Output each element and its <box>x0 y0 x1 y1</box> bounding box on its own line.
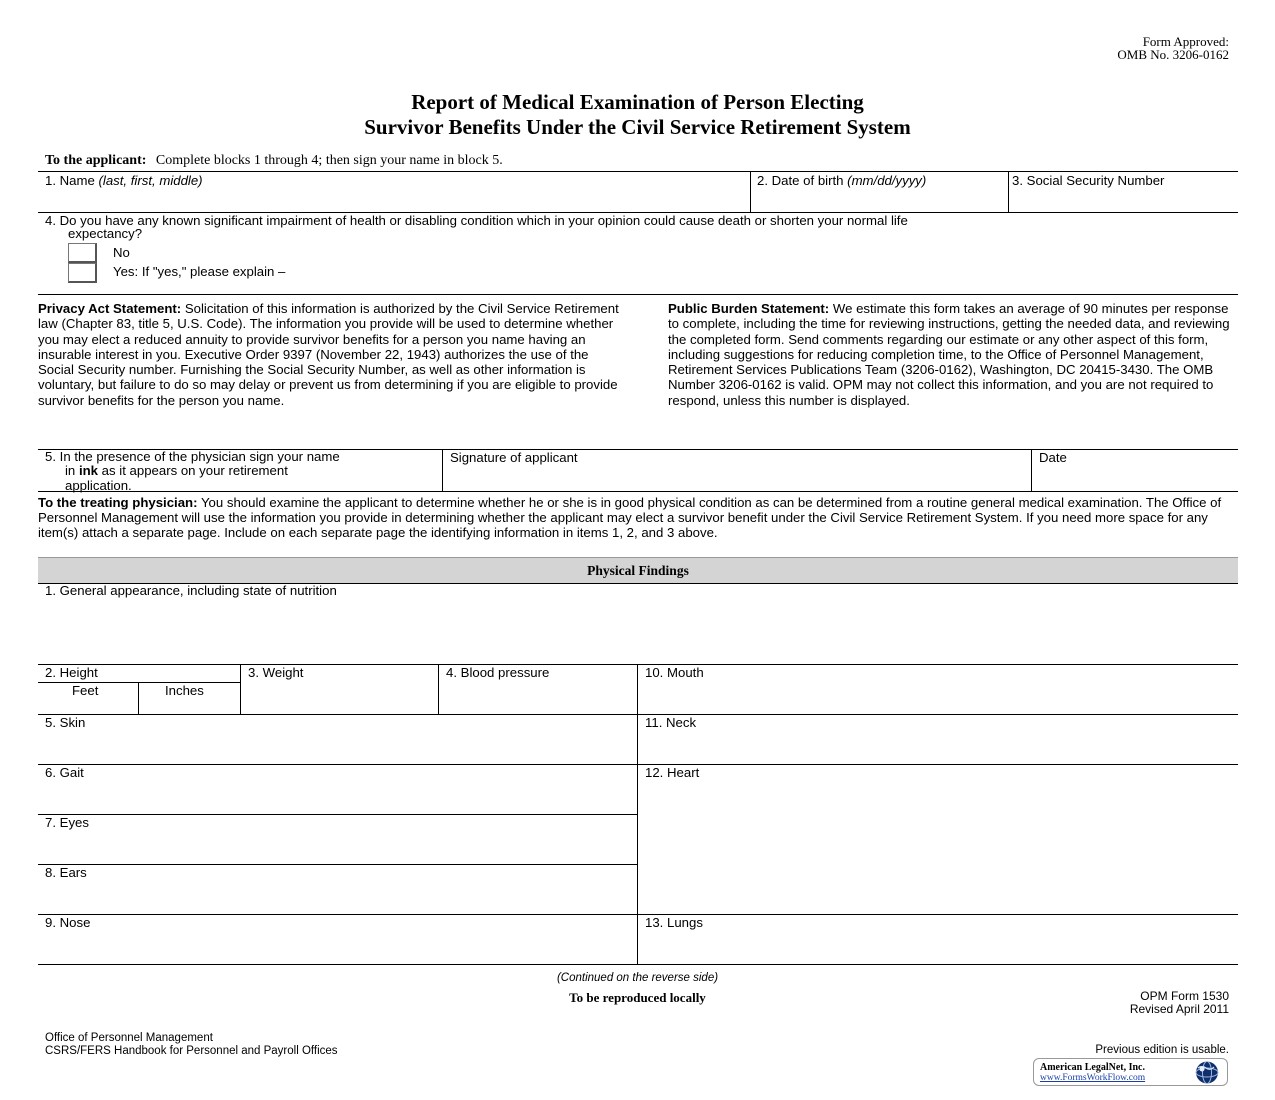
feet-label: Feet <box>72 683 99 698</box>
signature-instruction-line-2 <box>45 464 440 478</box>
divider-dob-ssn <box>1008 171 1009 212</box>
neck-input[interactable] <box>648 735 1233 759</box>
ssn-input[interactable] <box>1016 191 1231 209</box>
form-number: OPM Form 1530 <box>1140 989 1229 1003</box>
divider-feet-inches <box>138 682 139 714</box>
no-checkbox[interactable] <box>68 243 97 263</box>
divider-weight-bp <box>438 664 439 714</box>
logo-website[interactable]: www.FormsWorkFlow.com <box>1040 1073 1146 1083</box>
neck-label: 11. Neck <box>645 715 697 730</box>
signature-instructions <box>45 450 440 493</box>
signature-label: Signature of applicant <box>450 450 578 465</box>
gait-input[interactable] <box>50 785 630 809</box>
skin-label: 5. Skin <box>45 715 86 730</box>
ears-input[interactable] <box>50 885 630 909</box>
physician-instructions <box>38 495 1234 540</box>
divider-signature-date <box>1031 449 1032 491</box>
mouth-label: 10. Mouth <box>645 665 704 680</box>
burden-body: We estimate this form takes an average of 90 minutes per response to complete, including the time for reviewing instructions, getting the needed data, and reviewing the completed form. Send comments regarding our estimate or any other aspect of this form, including suggestions for reducing completion time, to the Office of Personnel Management, Retirement Services Publications Team (3206-0162), Washington, DC 20415-3430. The OMB Number 3206-0162 is valid. OPM may not collect this information, and you are not required to respond, unless this number is displayed. <box>668 301 1230 408</box>
ink-emphasis: ink <box>78 463 98 479</box>
general-appearance-label: 1. General appearance, including state of nutrition <box>45 583 337 598</box>
nose-input[interactable] <box>50 935 630 959</box>
signature-input[interactable] <box>452 468 1022 486</box>
physician-body: You should examine the applicant to determine whether he or she is in good physical condition as can be determined from a routine general medical examination. The Office of Personnel Management will use the information you provide in determining whether the applicant may elect a survivor benefit under the Civil Service Retirement System. If you need more space for any item(s) attach a separate page. Include on each separate page the identifying information in items 1, 2, and 3 above. <box>38 495 1222 540</box>
blood-pressure-label: 4. Blood pressure <box>446 665 550 680</box>
gait-label: 6. Gait <box>45 765 84 780</box>
nose-label: 9. Nose <box>45 915 91 930</box>
question-4-line-2: expectancy? <box>68 226 143 241</box>
rule-top <box>38 171 1238 172</box>
omb-approval <box>1117 35 1229 61</box>
height-label: 2. Height <box>45 665 98 680</box>
ears-label: 8. Ears <box>45 865 87 880</box>
title-line-2: Survivor Benefits Under the Civil Service Retirement System <box>364 115 911 139</box>
yes-explanation-input[interactable] <box>335 264 1225 282</box>
title-line-1: Report of Medical Examination of Person Electing <box>411 90 864 114</box>
name-label-hint: (last, first, middle) <box>98 173 203 188</box>
ssn-label: 3. Social Security Number <box>1012 173 1165 188</box>
name-label <box>45 173 203 188</box>
signature-instruction-retirement: as it appears on your retirement <box>101 463 288 479</box>
general-appearance-input[interactable] <box>50 605 1230 655</box>
divider-instr-signature <box>442 449 443 491</box>
privacy-heading: Privacy Act Statement: <box>38 301 182 316</box>
applicant-intro-text: Complete blocks 1 through 4; then sign your name in block 5. <box>155 153 503 168</box>
rule-row-skin <box>38 714 1238 715</box>
privacy-act-statement <box>38 301 620 408</box>
blood-pressure-input[interactable] <box>448 685 630 709</box>
rule-after-signature <box>38 491 1238 492</box>
dob-label <box>757 173 926 188</box>
inches-label: Inches <box>165 683 204 698</box>
rule-row-ears <box>38 864 638 865</box>
reproduce-note: To be reproduced locally <box>569 990 706 1005</box>
weight-label: 3. Weight <box>248 665 304 680</box>
burden-heading: Public Burden Statement: <box>668 301 830 316</box>
form-identification <box>1130 990 1229 1016</box>
dob-label-hint: (mm/dd/yyyy) <box>847 173 927 188</box>
height-inches-input[interactable] <box>143 698 235 712</box>
rule-row-nose <box>38 914 1238 915</box>
agency-name: Office of Personnel Management <box>45 1032 213 1044</box>
rule-height-units <box>38 682 240 683</box>
mouth-input[interactable] <box>648 685 1233 709</box>
heart-label: 12. Heart <box>645 765 700 780</box>
globe-logo-icon <box>1192 1060 1222 1085</box>
signature-instruction-in: in <box>65 463 76 479</box>
divider-name-dob <box>750 171 751 212</box>
height-feet-input[interactable] <box>44 698 134 712</box>
skin-input[interactable] <box>50 735 630 759</box>
signature-date-label: Date <box>1039 450 1067 465</box>
rule-before-statements <box>38 294 1238 295</box>
american-legalnet-logo[interactable] <box>1033 1058 1228 1086</box>
physical-findings-bar <box>38 557 1238 584</box>
lungs-label: 13. Lungs <box>645 915 703 930</box>
rule-row-vitals <box>38 664 1238 665</box>
dob-input[interactable] <box>760 191 1000 209</box>
rule-bottom <box>38 964 1238 965</box>
logo-company-name: American LegalNet, Inc. <box>1040 1062 1145 1073</box>
no-option-label: No <box>113 245 130 260</box>
weight-input[interactable] <box>250 685 430 709</box>
lungs-input[interactable] <box>648 935 1233 959</box>
footer-agency <box>45 1032 338 1058</box>
signature-date-input[interactable] <box>1041 468 1231 486</box>
continued-note: (Continued on the reverse side) <box>556 972 719 984</box>
question-4-line-1: 4. Do you have any known significant impairment of health or disabling condition which in your opinion could cause death or shorten your normal life <box>45 213 908 228</box>
applicant-intro-label: To the applicant: <box>45 153 147 168</box>
dob-label-prefix: 2. Date of birth <box>757 173 844 188</box>
name-label-prefix: 1. Name <box>45 173 95 188</box>
approval-line-1: Form Approved: <box>1142 34 1229 49</box>
yes-option-label: Yes: If "yes," please explain – <box>113 264 286 279</box>
revision-date: Revised April 2011 <box>1129 1002 1229 1016</box>
signature-instruction-line-1: 5. In the presence of the physician sign your name <box>45 449 340 464</box>
previous-edition-note: Previous edition is usable. <box>1095 1044 1229 1056</box>
approval-line-2: OMB No. 3206-0162 <box>1117 47 1229 62</box>
form-title <box>0 90 1275 140</box>
privacy-body: Solicitation of this information is authorized by the Civil Service Retirement law (Chapter 83, title 5, U.S. Code). The information you provide will be used to determine whether you may elect a reduced annuity to provide survivor benefits for a person you name having an insurable interest in you. Executive Order 9397 (November 22, 1943) authorizes the use of the Social Security number. Furnishing the Social Security Number, as well as other information is voluntary, but failure to do so may delay or prevent us from determining if you are eligible to provide survivor benefits for the person you name. <box>38 301 619 408</box>
name-input[interactable] <box>50 191 740 209</box>
yes-checkbox[interactable] <box>68 263 97 283</box>
applicant-instructions <box>45 153 503 169</box>
public-burden-statement <box>668 301 1233 408</box>
divider-height-weight <box>240 664 241 714</box>
eyes-label: 7. Eyes <box>45 815 89 830</box>
rule-row-gait <box>38 764 1238 765</box>
heart-input[interactable] <box>648 785 1233 909</box>
handbook-name: CSRS/FERS Handbook for Personnel and Payroll Offices <box>45 1045 338 1057</box>
eyes-input[interactable] <box>50 835 630 859</box>
rule-row-eyes <box>38 814 638 815</box>
physician-heading: To the treating physician: <box>38 495 198 510</box>
physical-findings-title: Physical Findings <box>587 563 689 578</box>
signature-instruction-line-3: application. <box>65 477 132 493</box>
